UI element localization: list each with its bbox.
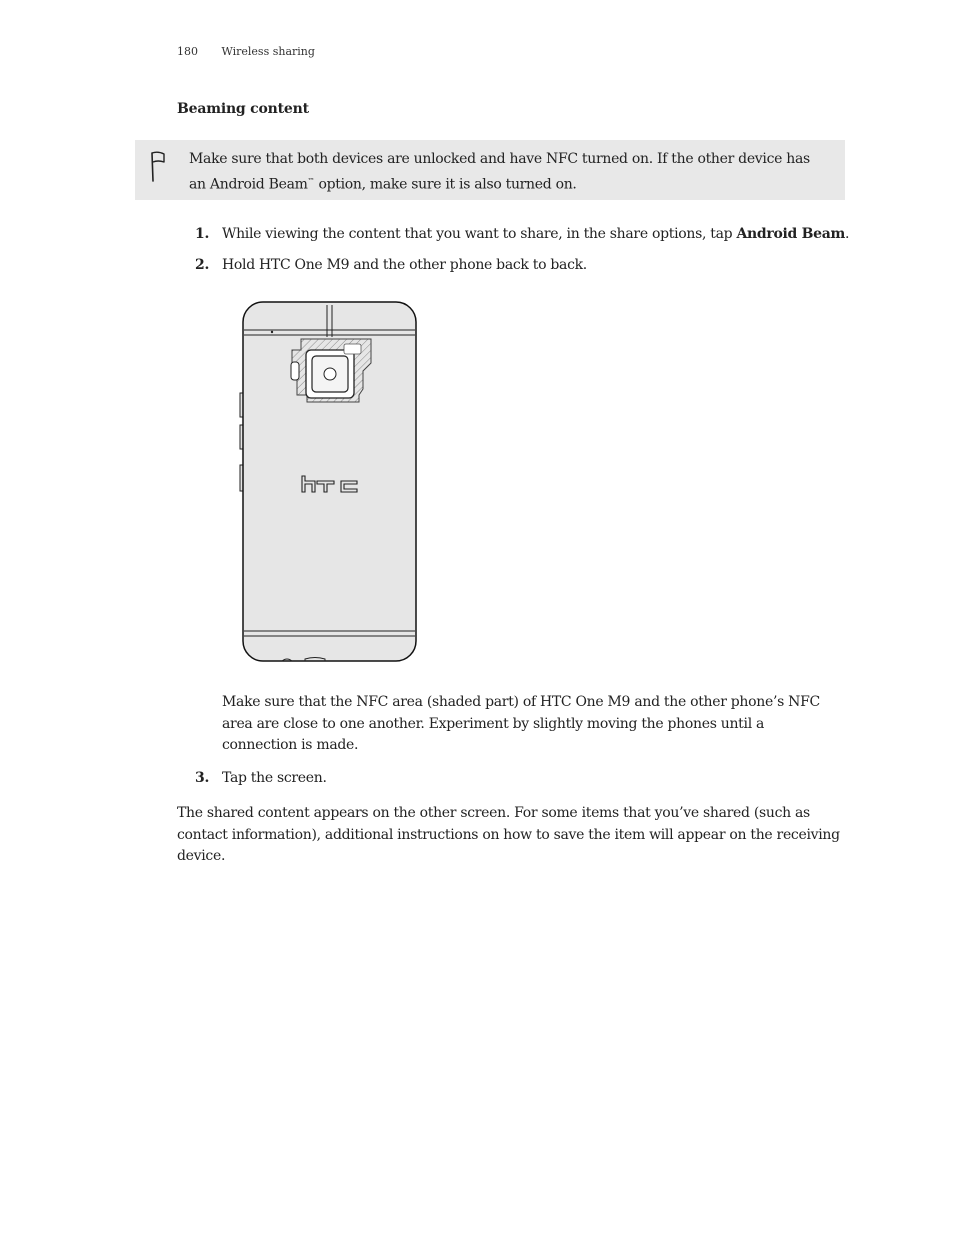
phone-back-illustration bbox=[235, 295, 425, 674]
step-3: 3. Tap the screen. bbox=[195, 767, 327, 789]
note-box bbox=[135, 140, 845, 200]
page-header bbox=[177, 45, 315, 58]
flag-icon bbox=[147, 150, 167, 188]
step-number: 3. bbox=[195, 770, 210, 786]
step-1: 1. While viewing the content that you want to share, in the share options, tap Android Beam. bbox=[195, 223, 849, 245]
section-title: Wireless sharing bbox=[221, 45, 315, 58]
closing-paragraph: The shared content appears on the other screen. For some items that you’ve shared (such as contact information), additional instructions on how to save the item will appear on the receiving device. bbox=[177, 805, 840, 864]
trademark-symbol: ™ bbox=[307, 177, 315, 185]
step-number: 2. bbox=[195, 257, 210, 273]
note-text: Make sure that both devices are unlocked and have NFC turned on. If the other device has an Android Beam™ option, make sure it is also turned on. bbox=[189, 151, 810, 193]
section-heading: Beaming content bbox=[177, 101, 309, 117]
figure-caption: Make sure that the NFC area (shaded part) of HTC One M9 and the other phone’s NFC area are close to one another. Experiment by slightly moving the phones until a connection is made. bbox=[222, 694, 820, 753]
step-number: 1. bbox=[195, 226, 210, 242]
page-number: 180 bbox=[177, 45, 198, 58]
step-2: 2. Hold HTC One M9 and the other phone back to back. bbox=[195, 254, 587, 276]
android-beam-label: Android Beam bbox=[736, 226, 846, 242]
